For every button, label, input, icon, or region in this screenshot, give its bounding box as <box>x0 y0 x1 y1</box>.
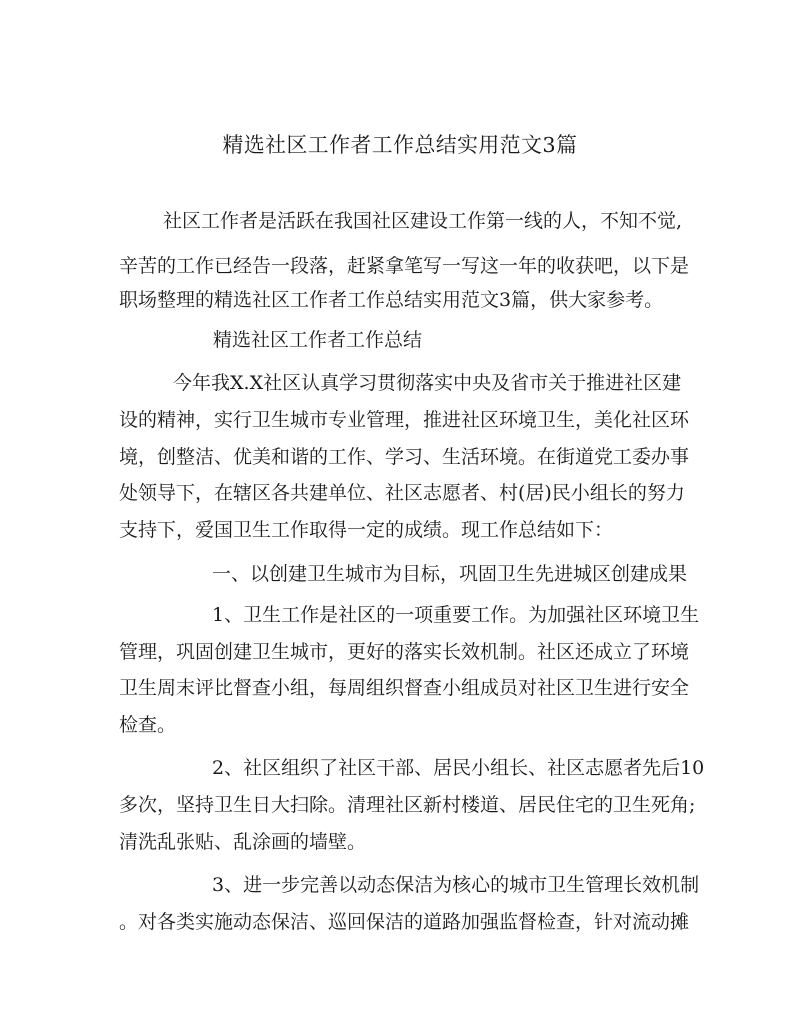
paragraph-line: 境，创整洁、优美和谐的工作、学习、生活环境。在街道党工委办事 <box>119 446 690 468</box>
paragraph-line: 2、社区组织了社区干部、居民小组长、社区志愿者先后10 <box>212 757 705 779</box>
paragraph-line: 支持下，爱国卫生工作取得一定的成绩。现工作总结如下： <box>119 519 614 541</box>
paragraph-line: 设的精神，实行卫生城市专业管理，推进社区环境卫生，美化社区环 <box>119 409 690 431</box>
paragraph-line: 辛苦的工作已经告一段落，赶紧拿笔写一写这一年的收获吧，以下是 <box>119 255 690 277</box>
section-heading: 精选社区工作者工作总结 <box>213 329 423 351</box>
paragraph-line: 1、卫生工作是社区的一项重要工作。为加强社区环境卫生 <box>212 604 700 626</box>
paragraph-line: 检查。 <box>119 714 177 736</box>
paragraph-line: 清洗乱张贴、乱涂画的墙壁。 <box>119 831 367 853</box>
paragraph-line: 3、进一步完善以动态保洁为核心的城市卫生管理长效机制 <box>212 874 700 896</box>
paragraph-line: 卫生周末评比督查小组，每周组织督查小组成员对社区卫生进行安全 <box>119 677 690 699</box>
paragraph-line: 多次，坚持卫生日大扫除。清理社区新村楼道、居民住宅的卫生死角; <box>119 794 696 816</box>
paragraph-line: 社区工作者是活跃在我国社区建设工作第一线的人，不知不觉, <box>163 210 683 232</box>
paragraph-line: 处领导下，在辖区各共建单位、社区志愿者、村(居)民小组长的努力 <box>119 482 685 504</box>
paragraph-line: 。对各类实施动态保洁、巡回保洁的道路加强监督检查，针对流动摊 <box>119 911 690 933</box>
paragraph-line: 管理，巩固创建卫生城市，更好的落实长效机制。社区还成立了环境 <box>119 641 690 663</box>
document-title: 精选社区工作者工作总结实用范文3篇 <box>222 133 578 157</box>
section-heading: 一、以创建卫生城市为目标，巩固卫生先进城区创建成果 <box>212 563 688 585</box>
paragraph-line: 职场整理的精选社区工作者工作总结实用范文3篇，供大家参考。 <box>119 289 664 311</box>
paragraph-line: 今年我X.X社区认真学习贯彻落实中央及省市关于推进社区建 <box>173 372 682 394</box>
